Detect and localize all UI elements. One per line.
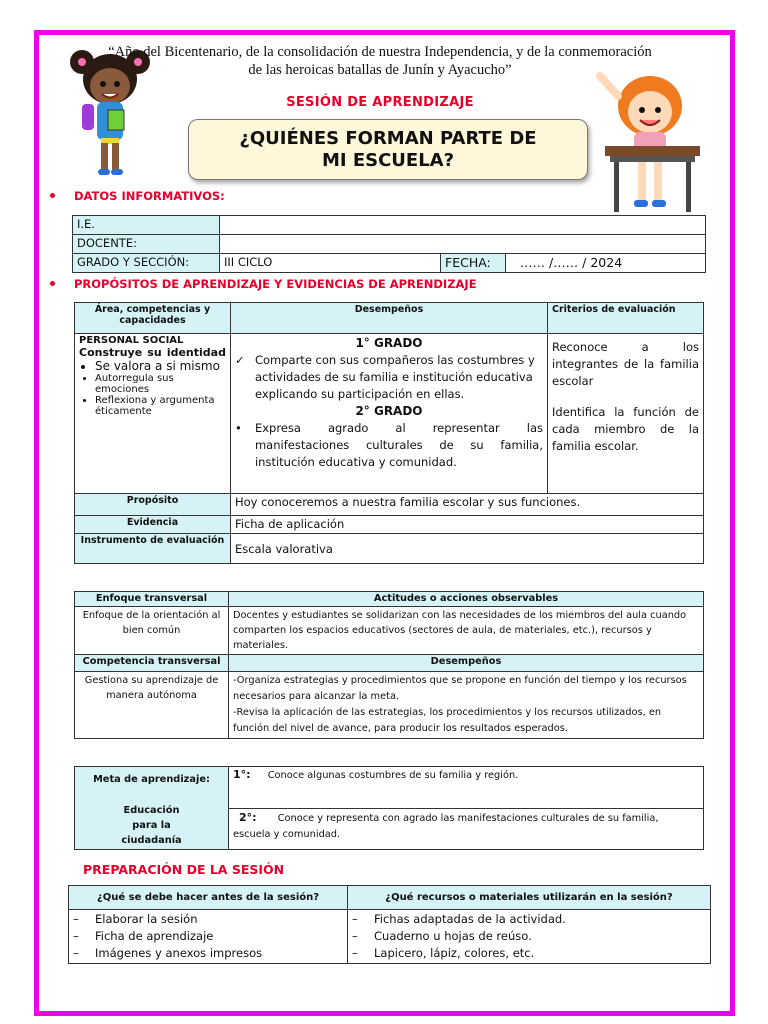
propositos-heading-text: PROPÓSITOS DE APRENDIZAJE Y EVIDENCIAS DE APRENDIZAJE [74,277,477,291]
proposito-value: Hoy conoceremos a nuestra familia escolar y sus funciones. [230,494,703,516]
meta-table [74,766,704,850]
fecha-value: …… /…… / 2024 [506,254,706,273]
checkmark-icon: ✓ [234,353,245,367]
list-item: • Autorregula sus emociones [95,373,226,395]
session-label: SESIÓN DE APRENDIZAJE [286,95,474,110]
antes-list [69,910,348,964]
criterio2: Identifica la función de cada miembro de la familia escolar. [552,405,699,453]
fecha-label: FECHA: [441,254,506,273]
quote-line-2: de las heroicas batallas de Junín y Ayacucho” [248,62,512,78]
preparacion-table [68,885,711,964]
instrumento-label: Instrumento de evaluación [75,534,231,564]
meta-area: Educación para la ciudadanía [121,805,182,846]
desempenos-cell [230,334,547,494]
datos-heading-text: DATOS INFORMATIVOS: [74,189,225,203]
meta-cell [75,767,229,850]
capacidades-list [79,359,226,417]
grado1-label: 1° GRADO [355,336,423,350]
col-recursos: ¿Qué recursos o materiales utilizarán en la sesión? [348,886,711,910]
preparacion-heading: PREPARACIÓN DE LA SESIÓN [83,862,285,877]
col-antes: ¿Qué se debe hacer antes de la sesión? [69,886,348,910]
meta-g2-label: 2°: [239,810,257,824]
comp-desc-2: -Revisa la aplicación de las estrategias, los procedimientos y los recursos utilizados, en función del nivel de avance, para producir los resultados esperados. [233,707,662,734]
area-name: PERSONAL SOCIAL [79,335,184,346]
enfoque-name: Enfoque de la orientación al bien común [75,607,229,655]
list-item: • Se valora a si mismo [95,359,226,373]
col-enfoque: Enfoque transversal [75,592,229,607]
datos-table [72,215,706,273]
girl-at-desk-illustration [590,66,715,216]
meta-g1-text: Conoce algunas costumbres de su familia y región. [267,770,519,781]
list-item: – Lapicero, lápiz, colores, etc. [352,946,535,960]
enfoque-table [74,591,704,739]
grado-value: III CICLO [220,254,441,273]
recursos-list [348,910,711,964]
evidencia-label: Evidencia [75,516,231,534]
header-quote [100,43,660,79]
grado-label: GRADO Y SECCIÓN: [73,254,220,273]
enfoque-desc: Docentes y estudiantes se solidarizan con las necesidades de los miembros del aula cuando comparten los espacios educativos (sectores de aula, de materiales, etc.), recursos y materiales. [229,607,704,655]
col-desempenos: Desempeños [230,303,547,334]
list-item: • Reflexiona y argumenta éticamente [95,395,226,417]
col-criterios: Criterios de evaluación [548,303,704,334]
desempeno1: Comparte con sus compañeros las costumbres y actividades de su familia e institución educativa explicando su participación en ellas. [254,353,535,401]
col-area: Área, competencias y capacidades [75,303,231,334]
area-cell [75,334,231,494]
bullet-dot-icon [50,193,55,198]
desempeno2: Expresa agrado al representar las manifestaciones culturales de su familia, institución educativa y comunidad. [254,421,543,469]
bullet-dot-icon: • [234,421,242,435]
bullet-dot-icon [50,281,55,286]
meta-g2-text: Conoce y representa con agrado las manifestaciones culturales de su familia, escuela y comunidad. [233,812,659,840]
meta-g1 [229,767,704,809]
session-title-box [188,119,588,180]
meta-g2 [229,808,704,850]
propositos-table [74,302,704,564]
proposito-label: Propósito [75,494,231,516]
comp-desc [229,672,704,739]
list-item: – Ficha de aprendizaje [73,929,214,943]
desempeno1-row [235,352,543,403]
grado2-label: 2° GRADO [355,404,423,418]
criterio1: Reconoce a los integrantes de la familia escolar [552,340,699,388]
list-item: – Cuaderno u hojas de reúso. [352,929,532,943]
col-competencia-transversal: Competencia transversal [75,655,229,672]
col-actitudes: Actitudes o acciones observables [229,592,704,607]
criterios-cell [548,334,704,494]
docente-value [220,235,706,254]
competencia: Construye su identidad [79,346,226,359]
instrumento-value: Escala valorativa [230,534,703,564]
list-item: – Fichas adaptadas de la actividad. [352,912,566,926]
list-item: – Elaborar la sesión [73,912,198,926]
evidencia-value: Ficha de aplicación [230,516,703,534]
comp-desc-1: -Organiza estrategias y procedimientos que se propone en función del tiempo y los recursos necesarios para alcanzar la meta. [233,675,687,702]
datos-heading [74,189,225,203]
desempeno2-row [235,420,543,471]
ie-label: I.E. [73,216,220,235]
session-title: ¿QUIÉNES FORMAN PARTE DE MI ESCUELA? [239,127,537,171]
meta-g1-label: 1°: [233,768,251,781]
docente-label: DOCENTE: [73,235,220,254]
ie-value [220,216,706,235]
col-desempenos-transversal: Desempeños [229,655,704,672]
meta-label: Meta de aprendizaje: [93,774,210,785]
list-item: – Imágenes y anexos impresos [73,946,263,960]
comp-name: Gestiona su aprendizaje de manera autónoma [75,672,229,739]
propositos-heading [74,277,477,291]
quote-line-1: “Año del Bicentenario, de la consolidación de nuestra Independencia, y de la conmemoración [108,44,652,60]
